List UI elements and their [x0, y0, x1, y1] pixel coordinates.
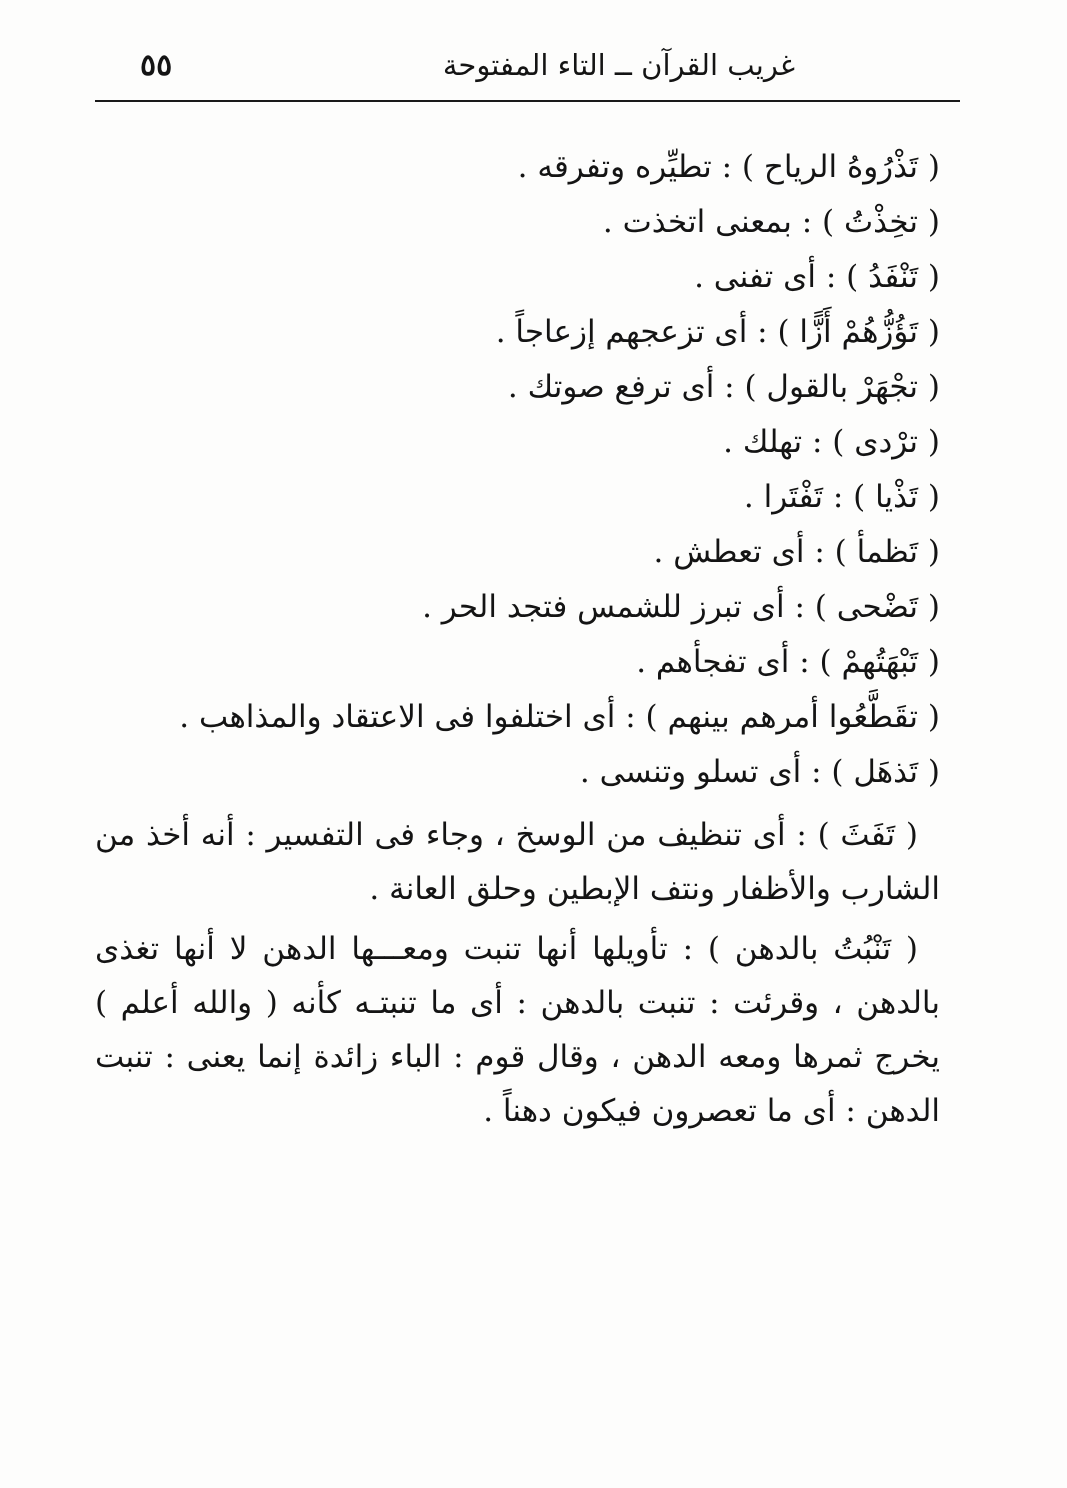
paragraph-tanbutu [95, 922, 940, 1138]
page-body [95, 140, 940, 1138]
entry-tabhatuhum: ( تَبْهَتُهمْ ) : أى تفجأهم . [636, 644, 940, 680]
entry-takhidhta: ( تخِذْتُ ) : بمعنى اتخذت . [602, 204, 940, 240]
paragraph-tafath [95, 808, 940, 916]
entry-tauzzuhum: ( تَؤُزُّهُمْ أَزًّا ) : أى تزعجهم إزعاجاً . [495, 314, 940, 350]
entry-tajhar: ( تجْهَرْ بالقول ) : أى ترفع صوتك . [507, 369, 940, 405]
entry-tadha: ( تَضْحى ) : أى تبرز للشمس فتجد الحر . [422, 589, 940, 625]
entry-tarda: ( ترْدى ) : تهلك . [723, 424, 940, 460]
paragraph-tanbutu-text: ( تَنْبُتُ بالدهن ) : تأويلها أنها تنبت ومعـــها الدهن لا أنها تغذى بالدهن ، وقرئت : تنبت بالدهن : أى ما تنبتـه كأنه ( والله أعلم ) يخرج ثمرها ومعه الدهن ، وقال قوم : الباء زائدة إنما يعنى : تنبت الدهن : أى ما تعصرون فيكون دهناً . [95, 931, 940, 1129]
entry-tadhruhu: ( تَذْرُوهُ الرياح ) : تطيِّره وتفرقه . [517, 149, 940, 185]
header-rule [95, 100, 960, 102]
entry-tazmau: ( تَظمأ ) : أى تعطش . [653, 534, 940, 570]
entry-tadhhal: ( تَذهَل ) : أى تسلو وتنسى . [579, 754, 940, 790]
entry-tadhya: ( تَذْيا ) : تَفْتَرا . [743, 479, 940, 515]
entry-taqattau: ( تقَطَّعُوا أمرهم بينهم ) : أى اختلفوا فى الاعتقاد والمذاهب . [179, 699, 940, 735]
entry-tanfadu: ( تَنْفَدُ ) : أى تفنى . [694, 259, 940, 295]
page-header [95, 40, 960, 100]
page-number: ٥٥ [140, 48, 173, 83]
paragraph-tafath-text: ( تَفَثَ ) : أى تنظيف من الوسخ ، وجاء فى التفسير : أنه أخذ من الشارب والأظفار ونتف الإبطين وحلق العانة . [95, 817, 940, 907]
running-title: غريب القرآن ــ التاء المفتوحة [442, 48, 795, 82]
